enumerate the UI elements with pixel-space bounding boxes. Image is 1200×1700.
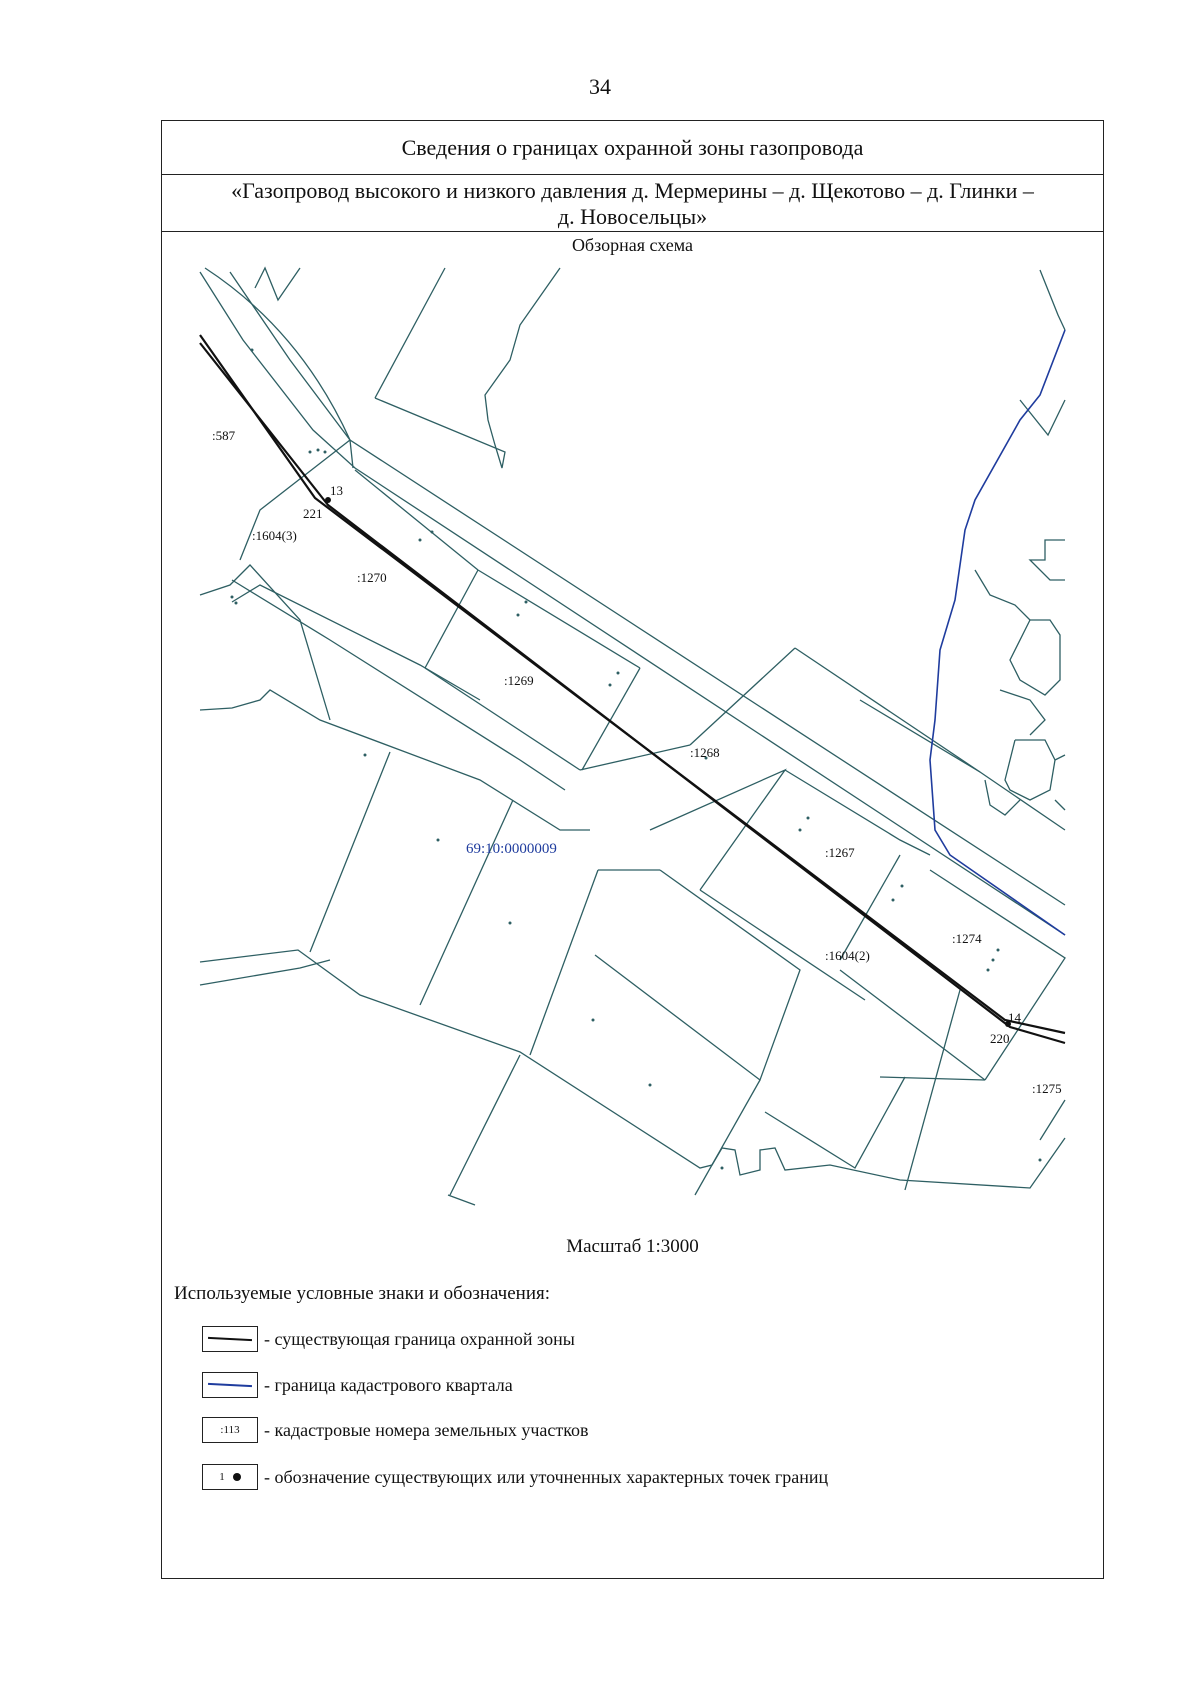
survey-dots	[231, 349, 1042, 1170]
parcel-label-1604-2: :1604(2)	[825, 948, 870, 963]
legend-cadastral-sample: :113	[202, 1417, 258, 1443]
document-title: Сведения о границах охранной зоны газопровода	[162, 121, 1103, 175]
parcel-label-1604-3: :1604(3)	[252, 528, 297, 543]
protection-zone-border	[200, 335, 1065, 1043]
parcel-label-1275: :1275	[1032, 1081, 1062, 1096]
page-number: 34	[589, 74, 611, 99]
legend-boundary-points-text: - обозначение существующих или уточненных характерных точек границ	[264, 1466, 829, 1487]
point-label-220: 220	[990, 1031, 1010, 1046]
parcel-label-587: :587	[212, 428, 236, 443]
legend-title: Используемые условные знаки и обозначения:	[174, 1283, 551, 1304]
point-label-221: 221	[303, 506, 323, 521]
object-name-line-2: д. Новосельцы»	[557, 204, 708, 229]
scheme-title: Обзорная схема	[571, 235, 694, 255]
legend-cadastral-number-text: - кадастровые номера земельных участков	[264, 1419, 589, 1440]
parcel-label-1274: :1274	[952, 931, 982, 946]
point-label-14: 14	[1008, 1010, 1021, 1025]
parcel-label-1269: :1269	[504, 673, 534, 688]
legend-quarter-border-text: - граница кадастрового квартала	[264, 1374, 513, 1395]
parcel-label-1267: :1267	[825, 845, 855, 860]
object-name-line-1: «Газопровод высокого и низкого давления д. Мермерины – д. Щекотово – д. Глинки –	[231, 178, 1034, 203]
parcel-label-1268: :1268	[690, 745, 720, 760]
map-labels	[212, 428, 1062, 1096]
parcel-label-1270: :1270	[357, 570, 387, 585]
quarter-border	[930, 330, 1065, 935]
legend-point-number: 1	[219, 1471, 225, 1483]
legend-zone-border-text: - существующая граница охранной зоны	[264, 1328, 575, 1349]
quarter-label: 69:10:0000009	[466, 841, 557, 857]
parcel-boundaries	[200, 268, 1065, 1205]
scale-label: Масштаб 1:3000	[566, 1236, 699, 1257]
point-label-13: 13	[330, 483, 343, 498]
